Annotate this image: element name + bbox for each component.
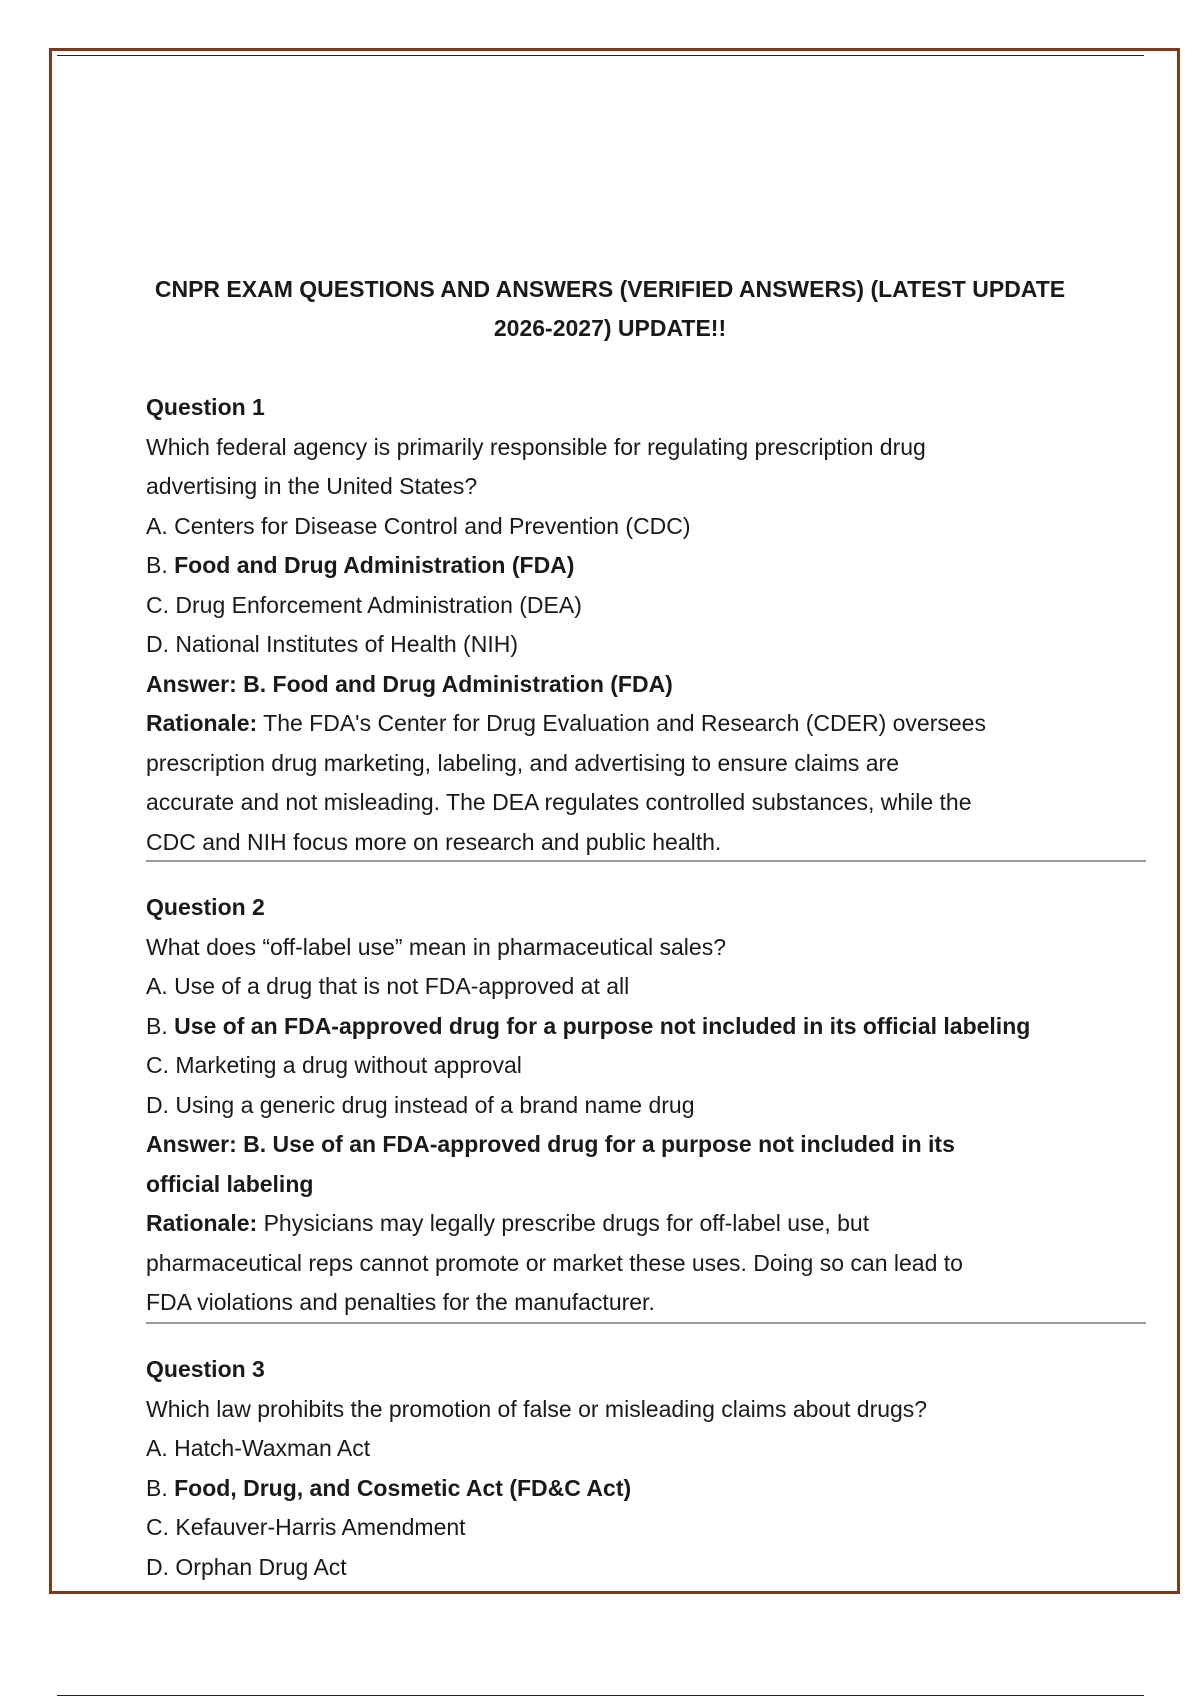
answer: Answer: B. Food and Drug Administration (FDA) <box>146 670 673 697</box>
question-2 <box>146 888 1146 1323</box>
question-prompt: Which federal agency is primarily responsible for regulating prescription drug <box>146 433 926 460</box>
question-3 <box>146 1350 1146 1587</box>
option-c: C. Drug Enforcement Administration (DEA) <box>146 591 582 618</box>
title-line-2: 2026-2027) UPDATE!! <box>493 315 727 341</box>
option-d: D. Orphan Drug Act <box>146 1553 347 1580</box>
question-prompt: advertising in the United States? <box>146 473 478 499</box>
question-prompt: What does “off-label use” mean in pharmaceutical sales? <box>146 933 726 960</box>
question-divider <box>146 1322 1146 1324</box>
rationale <box>146 704 1146 744</box>
title-line-1: CNPR EXAM QUESTIONS AND ANSWERS (VERIFIED ANSWERS) (LATEST UPDATE <box>154 276 1066 302</box>
question-1 <box>146 388 1146 862</box>
document-title <box>130 270 1090 348</box>
option-c: C. Marketing a drug without approval <box>146 1052 522 1078</box>
option-d: D. Using a generic drug instead of a brand name drug <box>146 1091 695 1118</box>
option-b-text: Use of an FDA-approved drug for a purpose not included in its official labeling <box>174 1012 1031 1039</box>
rationale-text: CDC and NIH focus more on research and public health. <box>146 828 722 855</box>
rationale-text: prescription drug marketing, labeling, and advertising to ensure claims are <box>146 749 900 776</box>
rationale-label: Rationale: <box>146 710 258 736</box>
question-heading: Question 2 <box>146 894 265 920</box>
question-heading: Question 1 <box>146 394 265 420</box>
option-a: A. Centers for Disease Control and Prevention (CDC) <box>146 512 691 539</box>
rationale <box>146 1204 1146 1244</box>
option-a: A. Hatch-Waxman Act <box>146 1435 371 1461</box>
answer: Answer: B. Use of an FDA-approved drug for a purpose not included in its <box>146 1131 955 1157</box>
option-b-text: Food, Drug, and Cosmetic Act (FD&C Act) <box>174 1474 632 1501</box>
rationale-label: Rationale: <box>146 1210 258 1236</box>
option-b-prefix: B. <box>146 1012 175 1039</box>
option-a: A. Use of a drug that is not FDA-approved at all <box>146 973 630 999</box>
question-divider <box>146 860 1146 862</box>
rationale-text: pharmaceutical reps cannot promote or market these uses. Doing so can lead to <box>146 1249 963 1276</box>
question-heading: Question 3 <box>146 1356 265 1382</box>
question-prompt: Which law prohibits the promotion of false or misleading claims about drugs? <box>146 1395 928 1422</box>
rationale-text: Physicians may legally prescribe drugs for off-label use, but <box>257 1210 870 1236</box>
rationale-text: FDA violations and penalties for the manufacturer. <box>146 1289 655 1315</box>
answer: official labeling <box>146 1170 314 1197</box>
bottom-rule <box>57 1695 1144 1696</box>
option-c: C. Kefauver-Harris Amendment <box>146 1514 466 1540</box>
option-b-prefix: B. <box>146 552 175 578</box>
rationale-text: accurate and not misleading. The DEA regulates controlled substances, while the <box>146 789 972 815</box>
option-b <box>146 546 1146 586</box>
option-b <box>146 1007 1146 1047</box>
option-b <box>146 1469 1146 1509</box>
rationale-text: The FDA's Center for Drug Evaluation and Research (CDER) oversees <box>257 710 986 736</box>
option-b-prefix: B. <box>146 1474 175 1501</box>
option-b-text: Food and Drug Administration (FDA) <box>174 552 575 578</box>
option-d: D. National Institutes of Health (NIH) <box>146 631 518 657</box>
